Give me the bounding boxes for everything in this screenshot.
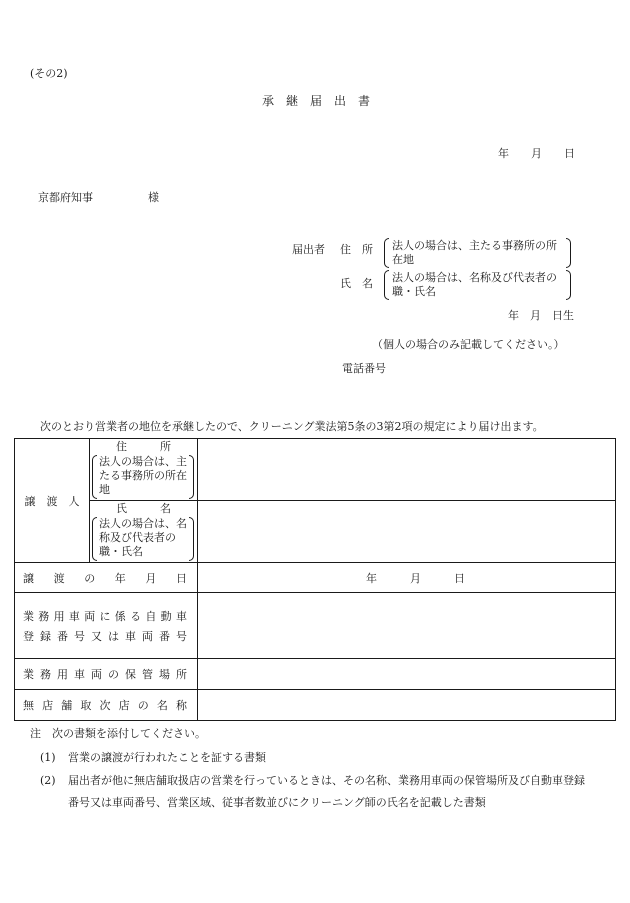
transferor-address-header: 住 所 bbox=[116, 440, 171, 453]
transferor-address-note-3: 地 bbox=[99, 483, 110, 496]
transferor-name-bracket-left bbox=[92, 517, 97, 561]
succession-form-table bbox=[14, 438, 616, 721]
notifier-address-note-1: 法人の場合は、主たる事務所の所 bbox=[392, 239, 557, 252]
transferor-name-note-3: 職・氏名 bbox=[99, 545, 143, 558]
address-bracket-right bbox=[566, 238, 571, 268]
transferor-address-input[interactable] bbox=[198, 439, 616, 501]
note-2-text-line-1: 届出者が他に無店舗取扱店の営業を行っているときは、その名称、業務用車両の保管場所及び自動車登録 bbox=[68, 774, 585, 787]
vehicle-storage-label: 業 務 用 車 両 の 保 管 場 所 bbox=[23, 668, 187, 681]
submission-date: 年 月 日 bbox=[498, 147, 575, 160]
transferor-name-input[interactable] bbox=[198, 501, 616, 563]
page-note: (その2) bbox=[30, 67, 68, 80]
transferor-address-bracket-right bbox=[189, 455, 194, 499]
notes-head: 注 次の書類を添付してください。 bbox=[30, 727, 206, 740]
transfer-date-value: 年 月 日 bbox=[366, 571, 465, 585]
addressee: 京都府知事 様 bbox=[38, 191, 159, 204]
transferor-name-note-1: 法人の場合は、名 bbox=[99, 517, 187, 530]
notifier-address-note-2: 在地 bbox=[392, 253, 414, 266]
notifier-name-note-2: 職・氏名 bbox=[392, 285, 436, 298]
note-2-text-line-2: 番号又は車両番号、営業区域、従事者数並びにクリーニング師の氏名を記載した書類 bbox=[68, 796, 486, 809]
vehicle-registration-label-line-2: 登 録 番 号 又 は 車 両 番 号 bbox=[23, 629, 187, 643]
notifier-name-label: 氏 名 bbox=[340, 277, 373, 290]
store-name-label: 無 店 舗 取 次 店 の 名 称 bbox=[23, 699, 187, 712]
transfer-date-label-cell bbox=[15, 563, 198, 593]
transferor-name-header: 氏 名 bbox=[116, 502, 171, 515]
notifier-name-note-1: 法人の場合は、名称及び代表者の bbox=[392, 271, 557, 284]
vehicle-registration-label-cell bbox=[15, 593, 198, 659]
individual-note: （個人の場合のみ記載してください。） bbox=[372, 338, 565, 351]
transferor-label-cell bbox=[15, 439, 90, 563]
phone-label: 電話番号 bbox=[342, 362, 386, 375]
transferor-address-bracket-left bbox=[92, 455, 97, 499]
address-bracket-left bbox=[384, 238, 389, 268]
note-1-text: 営業の譲渡が行われたことを証する書類 bbox=[68, 751, 266, 764]
transferor-name-bracket-right bbox=[189, 517, 194, 561]
transferor-label: 譲 渡 人 bbox=[24, 494, 80, 508]
store-name-label-cell bbox=[15, 690, 198, 721]
name-bracket-left bbox=[384, 270, 389, 300]
transferor-name-header-cell bbox=[90, 501, 198, 563]
notifier-address-label: 住 所 bbox=[340, 243, 373, 256]
transferor-address-note-2: たる事務所の所在 bbox=[99, 469, 187, 482]
vehicle-storage-label-cell bbox=[15, 659, 198, 690]
transferor-name-note-2: 称及び代表者の bbox=[99, 531, 176, 544]
note-1-number: (1) bbox=[40, 751, 56, 764]
intro-text: 次のとおり営業者の地位を承継したので、クリーニング業法第5条の3第2項の規定により届け出ます。 bbox=[40, 420, 544, 433]
note-2-number: (2) bbox=[40, 774, 56, 787]
vehicle-registration-label-line-1: 業 務 用 車 両 に 係 る 自 動 車 bbox=[23, 609, 187, 623]
birth-date: 年 月 日生 bbox=[508, 309, 574, 322]
vehicle-registration-input[interactable] bbox=[198, 593, 616, 659]
document-title: 承 継 届 出 書 bbox=[262, 94, 371, 108]
transferor-address-header-cell bbox=[90, 439, 198, 501]
name-bracket-right bbox=[566, 270, 571, 300]
notifier-label: 届出者 bbox=[292, 243, 325, 256]
store-name-input[interactable] bbox=[198, 690, 616, 721]
transferor-address-note-1: 法人の場合は、主 bbox=[99, 455, 187, 468]
vehicle-storage-input[interactable] bbox=[198, 659, 616, 690]
transfer-date-label: 譲 渡 の 年 月 日 bbox=[23, 571, 187, 585]
transfer-date-input[interactable] bbox=[198, 563, 616, 593]
